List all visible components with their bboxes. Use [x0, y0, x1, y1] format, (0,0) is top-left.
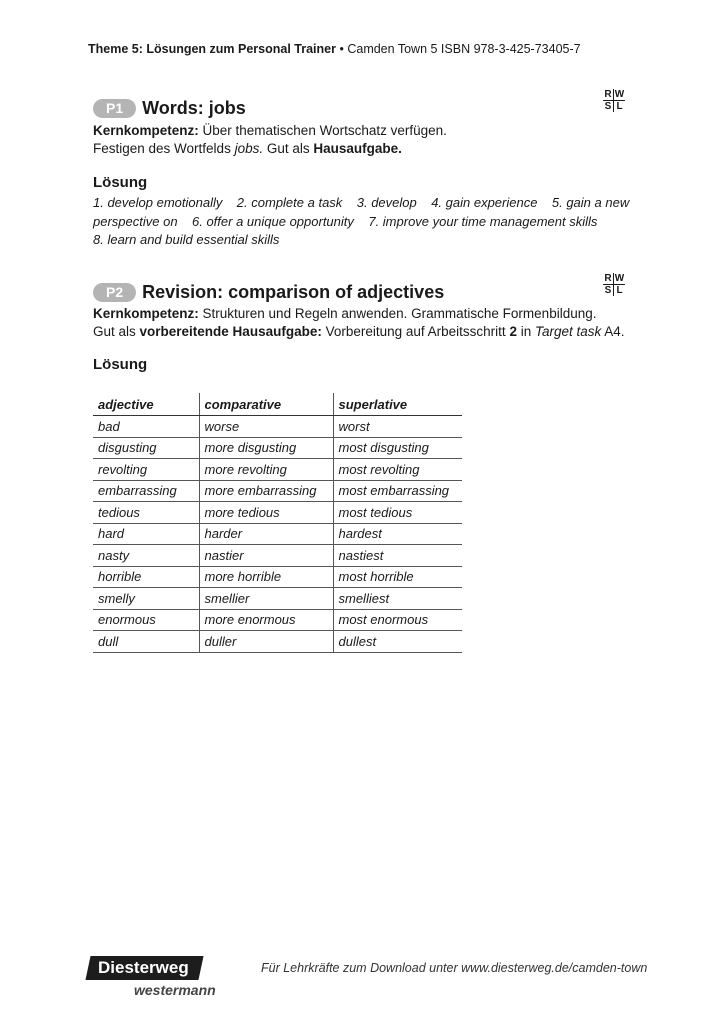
- adjective-table: [93, 393, 462, 653]
- p1-kompetenz: Kernkompetenz: Über thematischen Wortschatz verfügen. Festigen des Wortfelds jobs. Gut als Hausaufgabe.: [93, 123, 447, 156]
- p2-kompetenz: Kernkompetenz: Strukturen und Regeln anwenden. Grammatische Formenbildung. Gut als vorbereitende Hausaufgabe: Vorbereitung auf Arbeitsschritt 2 in Target task A4.: [93, 306, 625, 339]
- logo-westermann: westermann: [134, 982, 216, 998]
- superlative-cell: most disgusting: [333, 437, 462, 459]
- superlative-cell: worst: [333, 416, 462, 438]
- table-header-row: [93, 393, 462, 416]
- logo-diesterweg: Diesterweg: [85, 956, 203, 980]
- table-row: [93, 437, 462, 459]
- comparative-cell: more enormous: [199, 609, 333, 631]
- adjective-cell: embarrassing: [93, 480, 199, 502]
- p2-title-row: [93, 281, 444, 303]
- adjective-cell: smelly: [93, 588, 199, 610]
- adjective-cell: dull: [93, 631, 199, 653]
- p2-kern-label: Kernkompetenz:: [93, 306, 199, 321]
- p2-solution-heading: Lösung: [93, 356, 148, 373]
- adjective-cell: bad: [93, 416, 199, 438]
- column-header: adjective: [93, 393, 199, 416]
- table-row: [93, 459, 462, 481]
- comparative-cell: harder: [199, 523, 333, 545]
- superlative-cell: nastiest: [333, 545, 462, 567]
- table-row: [93, 588, 462, 610]
- superlative-cell: hardest: [333, 523, 462, 545]
- header-theme: Theme 5: Lösungen zum Personal Trainer: [88, 42, 336, 56]
- superlative-cell: most embarrassing: [333, 480, 462, 502]
- superlative-cell: smelliest: [333, 588, 462, 610]
- table-row: [93, 566, 462, 588]
- p1-rwsl-icon: R W S L: [604, 89, 625, 112]
- p2-badge: P2: [93, 283, 136, 302]
- comparative-cell: more horrible: [199, 566, 333, 588]
- adjective-cell: revolting: [93, 459, 199, 481]
- table-body: [93, 416, 462, 653]
- superlative-cell: most horrible: [333, 566, 462, 588]
- adjective-table-wrap: [93, 393, 462, 653]
- p1-badge: P1: [93, 99, 136, 118]
- header-isbn: Camden Town 5 ISBN 978-3-425-73405-7: [347, 42, 581, 56]
- column-header: comparative: [199, 393, 333, 416]
- adjective-cell: horrible: [93, 566, 199, 588]
- download-note: Für Lehrkräfte zum Download unter www.diesterweg.de/camden-town: [261, 961, 648, 975]
- p1-solution-text: 1. develop emotionally 2. complete a task 3. develop 4. gain experience 5. gain a new perspective on 6. offer a unique opportunity 7. improve your time management skills 8. learn and build essential skills: [93, 195, 630, 247]
- p2-rwsl-icon: R W S L: [604, 273, 625, 296]
- p1-solution-heading: Lösung: [93, 174, 148, 191]
- p1-title-row: [93, 97, 246, 119]
- superlative-cell: most revolting: [333, 459, 462, 481]
- adjective-cell: enormous: [93, 609, 199, 631]
- table-row: [93, 631, 462, 653]
- p2-title: Revision: comparison of adjectives: [142, 281, 445, 302]
- comparative-cell: worse: [199, 416, 333, 438]
- table-row: [93, 609, 462, 631]
- column-header: superlative: [333, 393, 462, 416]
- comparative-cell: more tedious: [199, 502, 333, 524]
- comparative-cell: smellier: [199, 588, 333, 610]
- p2-kern-text: Strukturen und Regeln anwenden. Grammatische Formenbildung.: [198, 306, 597, 321]
- publisher-logo: [88, 956, 216, 998]
- comparative-cell: duller: [199, 631, 333, 653]
- superlative-cell: most tedious: [333, 502, 462, 524]
- p1-kern-label: Kernkompetenz:: [93, 123, 199, 138]
- comparative-cell: more embarrassing: [199, 480, 333, 502]
- superlative-cell: dullest: [333, 631, 462, 653]
- adjective-cell: nasty: [93, 545, 199, 567]
- table-row: [93, 480, 462, 502]
- comparative-cell: nastier: [199, 545, 333, 567]
- page-header: [88, 42, 581, 56]
- table-row: [93, 502, 462, 524]
- adjective-cell: hard: [93, 523, 199, 545]
- superlative-cell: most enormous: [333, 609, 462, 631]
- adjective-cell: tedious: [93, 502, 199, 524]
- header-bullet: •: [339, 42, 344, 56]
- p1-kern-text: Über thematischen Wortschatz verfügen.: [198, 123, 447, 138]
- table-row: [93, 545, 462, 567]
- comparative-cell: more disgusting: [199, 437, 333, 459]
- comparative-cell: more revolting: [199, 459, 333, 481]
- p1-title: Words: jobs: [142, 97, 246, 118]
- adjective-cell: disgusting: [93, 437, 199, 459]
- table-row: [93, 416, 462, 438]
- table-row: [93, 523, 462, 545]
